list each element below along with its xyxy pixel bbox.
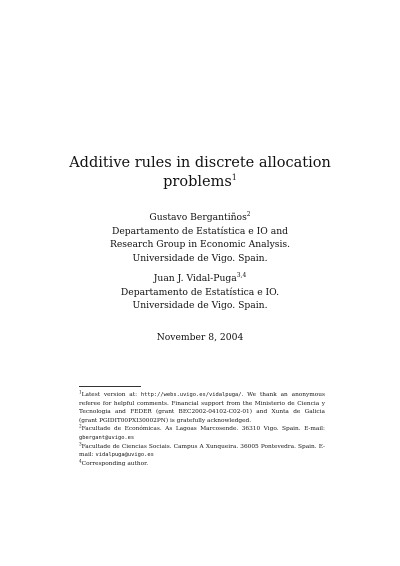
author-1-name: Gustavo Bergantiños (149, 212, 247, 223)
paper-date: November 8, 2004 (156, 332, 244, 343)
footnote-3 (79, 440, 325, 460)
author-1-affiliation-line-2: Research Group in Economic Analysis. (109, 239, 291, 250)
author-1-affiliation-line-3: Universidade de Vigo. Spain. (132, 252, 268, 264)
author-block (0, 211, 400, 313)
author-2-footnote-marker: 3,4 (236, 272, 247, 279)
author-2-name-line (0, 272, 400, 286)
title-line-2 (0, 173, 400, 192)
footnote-1-text-after: . We thank an anonymous referee for helpful comments. Financial support from the Ministerio de Ciencia y Tecnologia and FEDER (grant BEC2002-04102-C02-01) and Xunta de Galicia (grant PGIDIT00PXI30002PN) is gratefully acknowledged. (79, 392, 325, 424)
footnote-4-marker: 4 (79, 458, 82, 464)
author-spacer (0, 265, 400, 272)
footnote-3-email[interactable]: vidalpuga@uvigo.es (95, 452, 154, 459)
footnote-1-marker: 1 (79, 389, 82, 395)
author-1-footnote-marker: 2 (246, 211, 251, 218)
author-2-name: Juan J. Vidal-Puga (153, 273, 237, 284)
footnote-2-email[interactable]: gbergant@uvigo.es (79, 434, 135, 441)
footnote-4 (79, 460, 325, 469)
footnote-4-text: Corresponding author. (81, 460, 149, 467)
author-1-affiliation-line-1: Departamento de Estatística e IO and (112, 225, 288, 237)
author-2-affiliation-line-2: Universidade de Vigo. Spain. (132, 300, 268, 311)
title-line-1: Additive rules in discrete allocation (69, 155, 331, 171)
footnote-3-marker: 3 (79, 440, 82, 446)
footnote-separator (79, 386, 141, 387)
title-footnote-marker: 1 (231, 173, 237, 182)
footnote-2 (79, 425, 325, 442)
footnote-2-marker: 2 (79, 423, 82, 429)
footnote-1 (79, 391, 325, 425)
author-2-affiliation-line-1: Departamento de Estatística e IO. (120, 286, 280, 298)
footnote-1-text-before: Latest version at: (81, 392, 141, 398)
footnote-3-text: Facultade de Ciencias Sociais. Campus A Xunqueira. 36005 Pontevedra. Spain. E-mail: (79, 443, 325, 459)
footnote-2-text: Facultade de Económicas. As Lagoas Marcosende. 36310 Vigo. Spain. E-mail: (81, 426, 325, 433)
footnote-1-url[interactable]: http://webs.uvigo.es/vidalpuga/ (140, 392, 242, 398)
title-line-2-text: problems (163, 174, 232, 190)
paper-title (0, 154, 400, 192)
footnotes (79, 391, 325, 468)
author-1-name-line (0, 211, 400, 225)
